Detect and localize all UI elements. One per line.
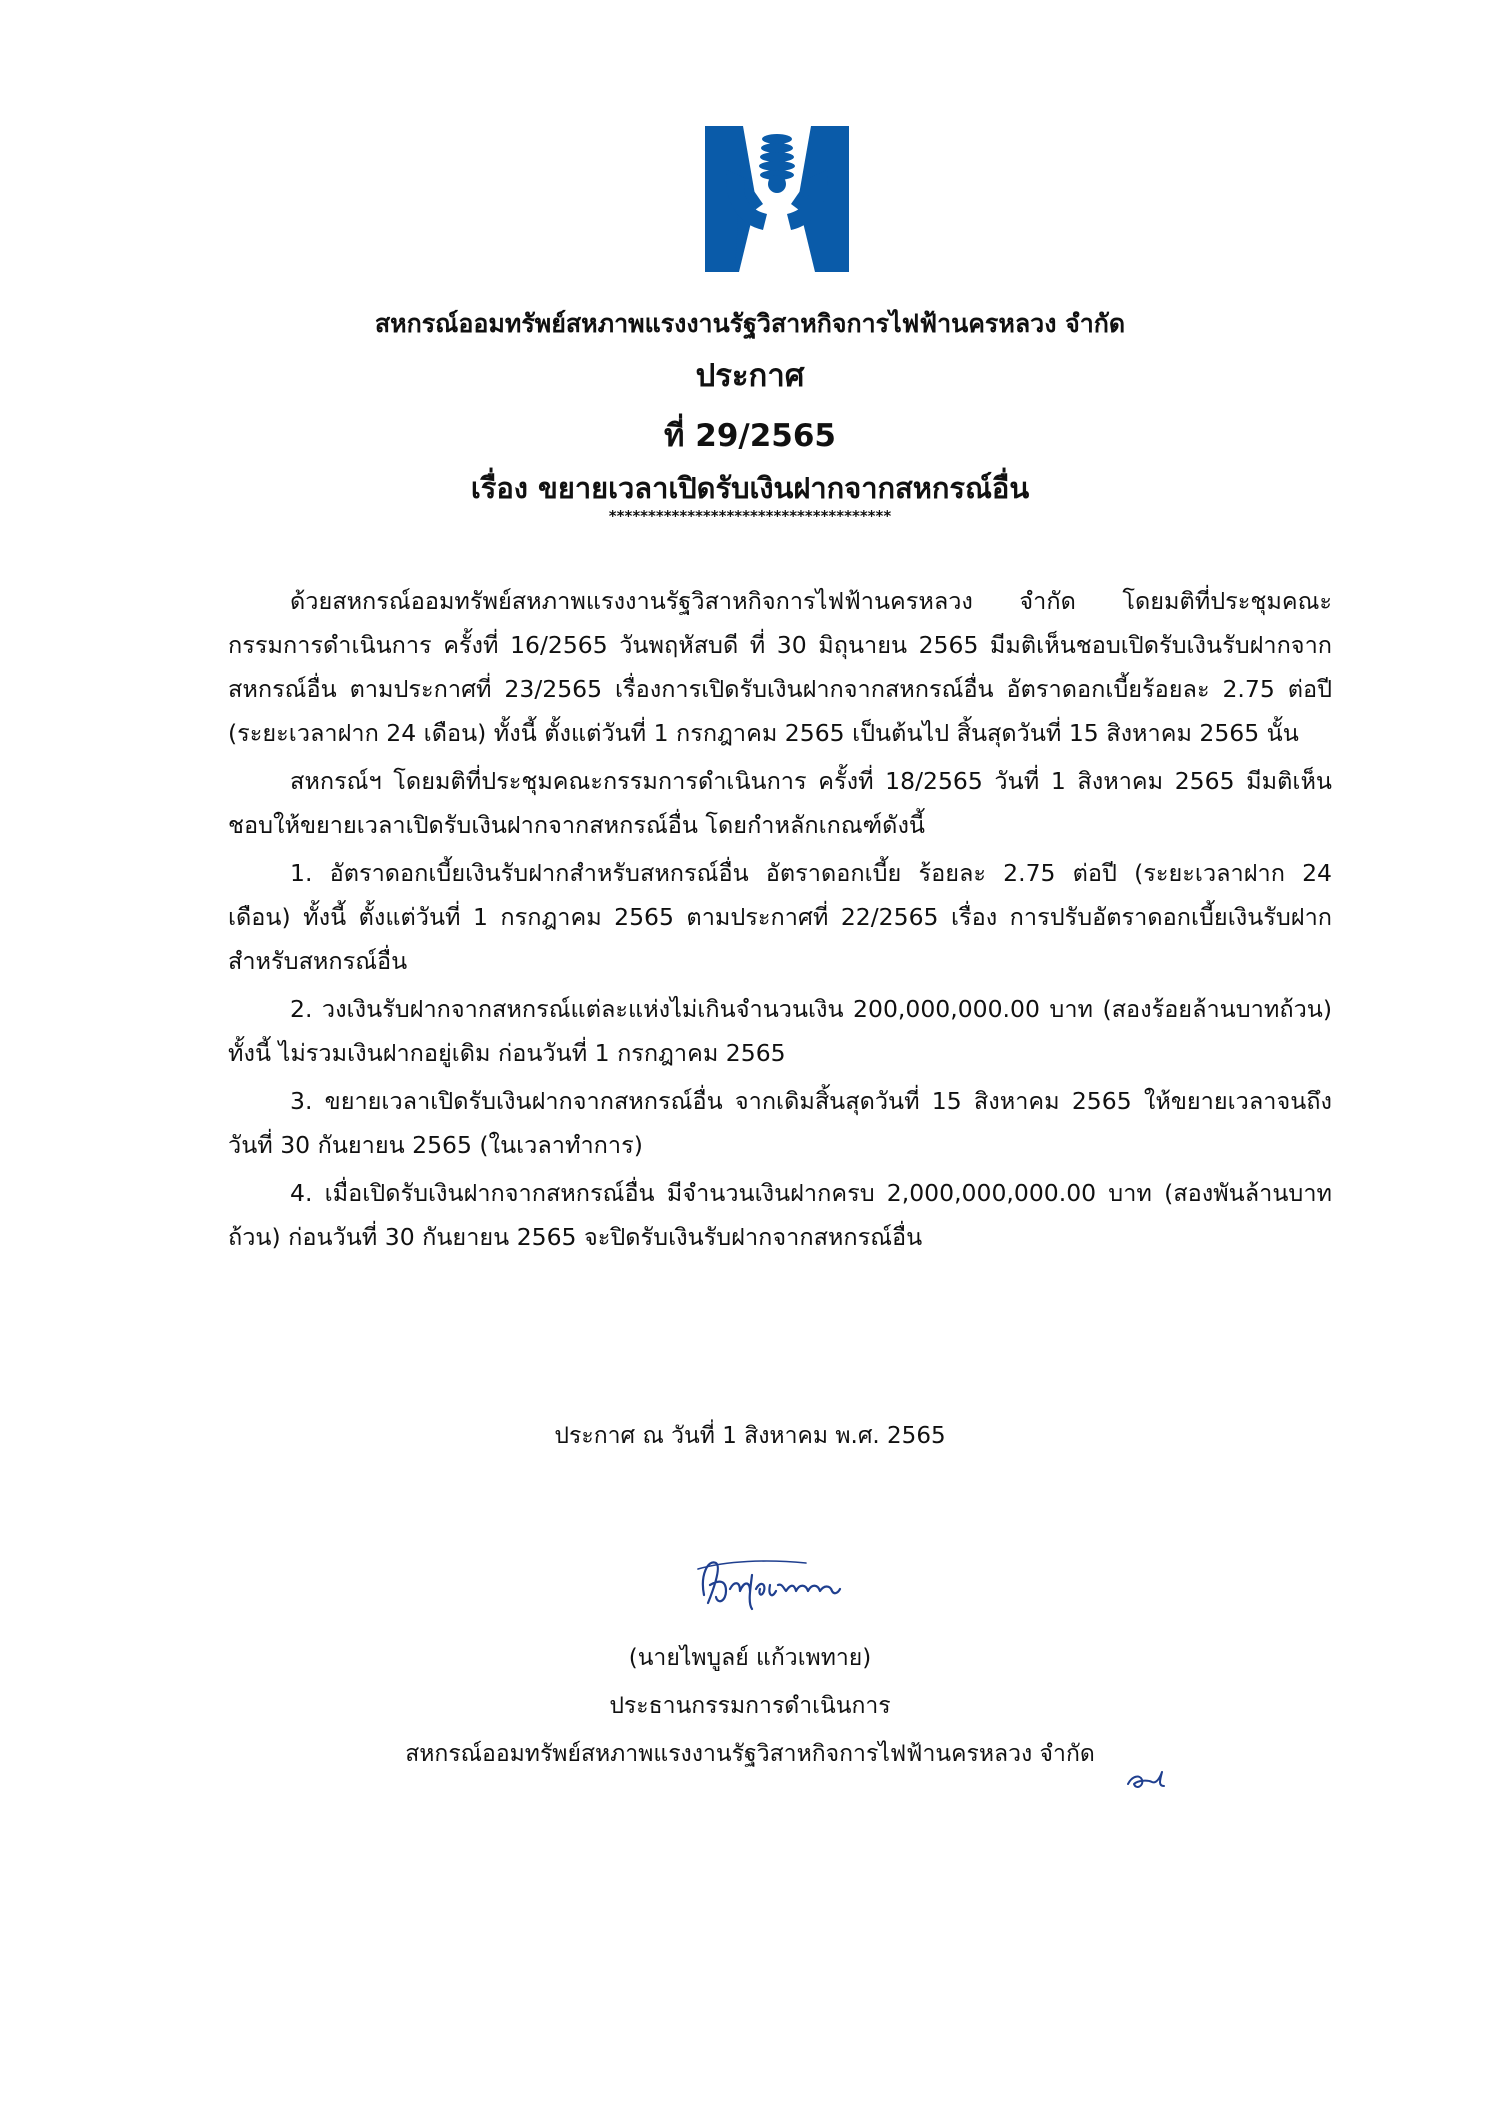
announcement-dateline: ประกาศ ณ วันที่ 1 สิงหาคม พ.ศ. 2565 <box>554 1423 946 1449</box>
criteria-item: 4. เมื่อเปิดรับเงินฝากจากสหกรณ์อื่น มีจำนวนเงินฝากครบ 2,000,000,000.00 บาท (สองพันล้านบาทถ้วน) ก่อนวันที่ 30 กันยายน 2565 จะปิดรับเงินรับฝากจากสหกรณ์อื่น <box>228 1179 1332 1251</box>
announcement-body <box>228 579 1332 1263</box>
initial-mark-icon <box>1122 1756 1172 1796</box>
criteria-item: 2. วงเงินรับฝากจากสหกรณ์แต่ละแห่งไม่เกินจำนวนเงิน 200,000,000.00 บาท (สองร้อยล้านบาทถ้วน) ทั้งนี้ ไม่รวมเงินฝากอยู่เดิม ก่อนวันที่ 1 กรกฎาคม 2565 <box>228 995 1332 1067</box>
announcement-subject: เรื่อง ขยายเวลาเปิดรับเงินฝากจากสหกรณ์อื่น <box>470 471 1030 505</box>
criteria-item: 3. ขยายเวลาเปิดรับเงินฝากจากสหกรณ์อื่น จากเดิมสิ้นสุดวันที่ 15 สิงหาคม 2565 ให้ขยายเวลาจนถึงวันที่ 30 กันยายน 2565 (ในเวลาทำการ) <box>228 1087 1332 1159</box>
body-paragraph: สหกรณ์ฯ โดยมติที่ประชุมคณะกรรมการดำเนินการ ครั้งที่ 18/2565 วันที่ 1 สิงหาคม 2565 มีมติเห็นชอบให้ขยายเวลาเปิดรับเงินฝากจากสหกรณ์อื่น โดยกำหลักเกณฑ์ดังนี้ <box>228 767 1332 839</box>
body-paragraph: ด้วยสหกรณ์ออมทรัพย์สหภาพแรงงานรัฐวิสาหกิจการไฟฟ้านครหลวง จำกัด โดยมติที่ประชุมคณะกรรมการดำเนินการ ครั้งที่ 16/2565 วันพฤหัสบดี ที่ 30 มิถุนายน 2565 มีมติเห็นชอบเปิดรับเงินรับฝากจากสหกรณ์อื่น ตามประกาศที่ 23/2565 เรื่องการเปิดรับเงินฝากจากสหกรณ์อื่น อัตราดอกเบี้ยร้อยละ 2.75 ต่อปี (ระยะเวลาฝาก 24 เดือน) ทั้งนี้ ตั้งแต่วันที่ 1 กรกฎาคม 2565 เป็นต้นไป สิ้นสุดวันที่ 15 สิงหาคม 2565 นั้น <box>228 587 1332 747</box>
handwritten-signature <box>686 1545 856 1615</box>
signer-title: ประธานกรรมการดำเนินการ <box>609 1693 891 1719</box>
initial-mark <box>1122 1756 1172 1796</box>
announcement-number: ที่ 29/2565 <box>664 418 836 454</box>
signer-name: (นายไพบูลย์ แก้วเพทาย) <box>628 1645 872 1671</box>
announcement-heading: ประกาศ <box>695 358 805 394</box>
organization-heading: สหกรณ์ออมทรัพย์สหภาพแรงงานรัฐวิสาหกิจการไฟฟ้านครหลวง จำกัด <box>374 309 1126 338</box>
signer-organization: สหกรณ์ออมทรัพย์สหภาพแรงงานรัฐวิสาหกิจการไฟฟ้านครหลวง จำกัด <box>405 1741 1095 1767</box>
cooperative-logo <box>705 126 849 272</box>
cooperative-hands-coins-logo-icon <box>705 126 849 272</box>
criteria-item: 1. อัตราดอกเบี้ยเงินรับฝากสำหรับสหกรณ์อื่น อัตราดอกเบี้ย ร้อยละ 2.75 ต่อปี (ระยะเวลาฝาก 24 เดือน) ทั้งนี้ ตั้งแต่วันที่ 1 กรกฎาคม 2565 ตามประกาศที่ 22/2565 เรื่อง การปรับอัตราดอกเบี้ยเงินรับฝากสำหรับสหกรณ์อื่น <box>228 859 1332 975</box>
heading-separator: ************************************ <box>608 507 892 525</box>
signature-icon <box>686 1545 856 1615</box>
